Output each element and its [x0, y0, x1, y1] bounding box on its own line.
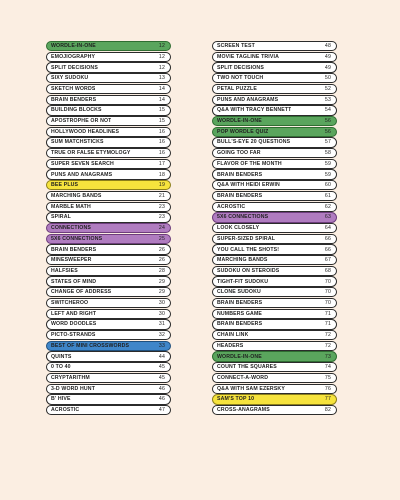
toc-entry: [212, 362, 337, 372]
toc-entry: [46, 84, 171, 94]
toc-entry-page: 49: [324, 64, 331, 71]
toc-entry-title: ACROSTIC: [51, 407, 80, 414]
toc-entry-title: MARBLE MATH: [51, 203, 91, 210]
toc-entry-title: BULL'S-EYE 20 QUESTIONS: [217, 139, 291, 146]
toc-entry-title: POP WORDLE QUIZ: [217, 128, 269, 135]
toc-entry: [212, 266, 337, 276]
toc-entry-title: WORD DOODLES: [51, 321, 97, 328]
toc-entry-title: Q&A WITH HEIDI ERWIN: [217, 182, 280, 189]
toc-entry-page: 12: [158, 64, 165, 71]
toc-entry-page: 33: [158, 342, 165, 349]
toc-entry-title: BRAIN BENDERS: [51, 246, 97, 253]
toc-entry: [212, 330, 337, 340]
toc-entry-page: 15: [158, 107, 165, 114]
toc-entry-title: GOING TOO FAR: [217, 150, 261, 157]
toc-entry: [212, 319, 337, 329]
toc-entry-title: BRAIN BENDERS: [51, 96, 97, 103]
toc-entry: [46, 127, 171, 137]
toc-entry-title: 3-D WORD HUNT: [51, 385, 96, 392]
toc-entry-page: 75: [324, 374, 331, 381]
toc-entry-page: 54: [324, 107, 331, 114]
toc-entry-title: SWITCHEROO: [51, 300, 89, 307]
toc-left-column: [46, 41, 171, 416]
toc-entry: [46, 159, 171, 169]
toc-entry-title: CHAIN LINK: [217, 332, 249, 339]
toc-entry-title: Q&A WITH TRACY BENNETT: [217, 107, 292, 114]
toc-entry-page: 60: [324, 182, 331, 189]
toc-entry-page: 12: [158, 43, 165, 50]
toc-entry-page: 32: [158, 332, 165, 339]
toc-entry-title: SCREEN TEST: [217, 43, 255, 50]
toc-entry: [212, 309, 337, 319]
toc-entry-page: 21: [158, 192, 165, 199]
toc-entry-page: 28: [158, 267, 165, 274]
toc-entry-page: 26: [158, 246, 165, 253]
toc-entry: [212, 137, 337, 147]
toc-entry-page: 66: [324, 246, 331, 253]
toc-entry-title: MARCHING BANDS: [51, 192, 102, 199]
toc-entry: [46, 41, 171, 51]
toc-entry-page: 72: [324, 342, 331, 349]
toc-entry-title: EMOJIOGRAPHY: [51, 53, 96, 60]
toc-entry-title: COUNT THE SQUARES: [217, 364, 277, 371]
toc-entry: [212, 73, 337, 83]
toc-entry-title: MARCHING BANDS: [217, 257, 268, 264]
toc-entry-page: 14: [158, 96, 165, 103]
toc-entry-page: 48: [324, 43, 331, 50]
toc-entry-title: 5X6 CONNECTIONS: [217, 214, 269, 221]
toc-entry-page: 30: [158, 310, 165, 317]
toc-entry-title: SUM MATCHSTICKS: [51, 139, 104, 146]
toc-entry-page: 45: [158, 364, 165, 371]
toc-entry-page: 62: [324, 203, 331, 210]
toc-entry: [46, 405, 171, 415]
toc-entry-page: 13: [158, 75, 165, 82]
toc-entry-page: 25: [158, 235, 165, 242]
toc-entry: [46, 341, 171, 351]
toc-entry: [212, 52, 337, 62]
toc-entry-page: 77: [324, 396, 331, 403]
toc-entry: [212, 116, 337, 126]
toc-entry: [46, 223, 171, 233]
toc-entry: [212, 62, 337, 72]
toc-entry-title: CLONE SUDOKU: [217, 289, 261, 296]
toc-entry-title: SPLIT DECISIONS: [51, 64, 98, 71]
toc-entry-title: CROSS-ANAGRAMS: [217, 407, 270, 414]
toc-entry-page: 58: [324, 150, 331, 157]
toc-entry-page: 17: [158, 160, 165, 167]
toc-entry-page: 19: [158, 182, 165, 189]
toc-entry: [46, 169, 171, 179]
toc-entry-title: MOVIE TAGLINE TRIVIA: [217, 53, 279, 60]
toc-entry: [46, 212, 171, 222]
toc-entry: [46, 202, 171, 212]
toc-right-column: [212, 41, 337, 416]
toc-entry: [46, 351, 171, 361]
toc-entry-title: WORDLE-IN-ONE: [51, 43, 96, 50]
toc-entry-title: Q&A WITH SAM EZERSKY: [217, 385, 285, 392]
toc-entry-title: HOLLYWOOD HEADLINES: [51, 128, 120, 135]
toc-entry: [46, 266, 171, 276]
toc-entry-page: 73: [324, 353, 331, 360]
toc-entry-page: 45: [158, 374, 165, 381]
toc-entry-title: PICTO-STRANDS: [51, 332, 96, 339]
toc-entry: [212, 127, 337, 137]
toc-entry-title: CRYPTARITHM: [51, 374, 90, 381]
toc-entry: [46, 244, 171, 254]
toc-entry-page: 64: [324, 225, 331, 232]
toc-entry: [46, 394, 171, 404]
toc-entry-title: WORDLE-IN-ONE: [217, 118, 262, 125]
toc-entry: [46, 148, 171, 158]
toc-entry-title: TRUE OR FALSE ETYMOLOGY: [51, 150, 131, 157]
toc-entry-page: 31: [158, 321, 165, 328]
toc-entry-title: PETAL PUZZLE: [217, 85, 257, 92]
toc-entry-page: 63: [324, 214, 331, 221]
toc-entry-title: BRAIN BENDERS: [217, 171, 263, 178]
toc-entry: [212, 405, 337, 415]
toc-entry: [212, 202, 337, 212]
toc-entry-title: B' HIVE: [51, 396, 71, 403]
toc-entry-title: SPIRAL: [51, 214, 71, 221]
toc-entry-title: STATES OF MIND: [51, 278, 97, 285]
toc-entry-page: 71: [324, 321, 331, 328]
toc-entry: [46, 276, 171, 286]
toc-entry-title: CONNECT-A-WORD: [217, 374, 269, 381]
toc-entry-page: 16: [158, 128, 165, 135]
toc-entry-title: APOSTROPHE OR NOT: [51, 118, 112, 125]
toc-entry: [212, 169, 337, 179]
toc-entry-page: 18: [158, 171, 165, 178]
toc-entry-page: 46: [158, 396, 165, 403]
toc-entry: [212, 298, 337, 308]
toc-entry-page: 49: [324, 53, 331, 60]
toc-entry-title: TWO NOT TOUCH: [217, 75, 264, 82]
toc-entry: [212, 384, 337, 394]
toc-entry: [212, 105, 337, 115]
toc-entry-title: PUNS AND ANAGRAMS: [217, 96, 279, 103]
toc-entry-title: CONNECTIONS: [51, 225, 91, 232]
toc-entry-title: BRAIN BENDERS: [217, 300, 263, 307]
toc-entry: [46, 105, 171, 115]
toc-entry-page: 29: [158, 289, 165, 296]
toc-entry-title: HALFSIES: [51, 267, 78, 274]
toc-entry-title: BRAIN BENDERS: [217, 192, 263, 199]
toc-entry-title: BRAIN BENDERS: [217, 321, 263, 328]
toc-entry: [46, 191, 171, 201]
toc-entry-title: PUNS AND ANAGRAMS: [51, 171, 113, 178]
toc-entry-page: 52: [324, 85, 331, 92]
toc-entry-page: 50: [324, 75, 331, 82]
toc-entry-page: 23: [158, 203, 165, 210]
toc-entry-page: 46: [158, 385, 165, 392]
toc-entry: [212, 212, 337, 222]
toc-entry: [46, 137, 171, 147]
toc-entry-page: 44: [158, 353, 165, 360]
toc-entry: [46, 234, 171, 244]
toc-entry-title: LEFT AND RIGHT: [51, 310, 97, 317]
toc-entry-title: 5X6 CONNECTIONS: [51, 235, 103, 242]
toc-entry-page: 56: [324, 118, 331, 125]
toc-entry: [212, 394, 337, 404]
toc-entry-title: 0 TO 40: [51, 364, 71, 371]
toc-entry-page: 82: [324, 407, 331, 414]
toc-entry: [212, 95, 337, 105]
toc-entry: [46, 319, 171, 329]
toc-entry: [46, 373, 171, 383]
toc-entry: [212, 276, 337, 286]
toc-entry: [212, 223, 337, 233]
toc-entry-page: 26: [158, 257, 165, 264]
toc-entry-page: 72: [324, 332, 331, 339]
toc-entry: [212, 148, 337, 158]
toc-entry: [46, 95, 171, 105]
toc-entry-page: 23: [158, 214, 165, 221]
toc-entry-title: SUDOKU ON STEROIDS: [217, 267, 280, 274]
toc-entry: [46, 116, 171, 126]
toc-entry: [212, 84, 337, 94]
toc-entry: [46, 52, 171, 62]
toc-entry-title: TIGHT-FIT SUDOKU: [217, 278, 269, 285]
toc-entry-title: WORDLE-IN-ONE: [217, 353, 262, 360]
toc-entry: [212, 234, 337, 244]
toc-entry-page: 16: [158, 150, 165, 157]
toc-entry: [212, 341, 337, 351]
toc-entry-page: 15: [158, 118, 165, 125]
toc-entry: [212, 41, 337, 51]
toc-entry: [212, 159, 337, 169]
toc-entry-title: SAM'S TOP 10: [217, 396, 255, 403]
toc-entry-title: HEADERS: [217, 342, 244, 349]
toc-entry: [46, 362, 171, 372]
toc-entry: [46, 287, 171, 297]
toc-entry-page: 53: [324, 96, 331, 103]
toc-entry-title: BEE PLUS: [51, 182, 79, 189]
toc-entry-page: 59: [324, 160, 331, 167]
toc-entry-page: 67: [324, 257, 331, 264]
toc-entry: [46, 180, 171, 190]
toc-entry-title: ACROSTIC: [217, 203, 246, 210]
toc-entry-page: 24: [158, 225, 165, 232]
toc-entry: [46, 330, 171, 340]
toc-entry-page: 68: [324, 267, 331, 274]
toc-entry-title: MINESWEEPER: [51, 257, 92, 264]
toc-entry-page: 66: [324, 235, 331, 242]
toc-entry: [212, 255, 337, 265]
toc-entry: [212, 351, 337, 361]
toc-entry-page: 29: [158, 278, 165, 285]
toc-entry-title: QUINTS: [51, 353, 72, 360]
toc-entry-title: LOOK CLOSELY: [217, 225, 260, 232]
toc-entry: [212, 191, 337, 201]
toc-entry-title: YOU CALL THE SHOTS!: [217, 246, 280, 253]
toc-entry: [46, 298, 171, 308]
toc-entry-page: 12: [158, 53, 165, 60]
toc-entry-page: 71: [324, 310, 331, 317]
toc-entry-title: SKETCH WORDS: [51, 85, 96, 92]
toc-entry-page: 56: [324, 128, 331, 135]
toc-entry: [212, 180, 337, 190]
toc-entry-title: SPLIT DECISIONS: [217, 64, 264, 71]
toc-entry-title: SUPER SEVEN SEARCH: [51, 160, 114, 167]
toc-entry-title: BUILDING BLOCKS: [51, 107, 102, 114]
toc-entry: [212, 287, 337, 297]
toc-entry-page: 70: [324, 300, 331, 307]
toc-entry: [46, 384, 171, 394]
toc-entry-page: 47: [158, 407, 165, 414]
toc-entry-page: 59: [324, 171, 331, 178]
toc-entry: [46, 255, 171, 265]
toc-entry-page: 14: [158, 85, 165, 92]
toc-entry-page: 70: [324, 278, 331, 285]
toc-entry-page: 76: [324, 385, 331, 392]
toc-entry-page: 30: [158, 300, 165, 307]
toc-entry-page: 57: [324, 139, 331, 146]
toc-entry-page: 16: [158, 139, 165, 146]
toc-entry-page: 61: [324, 192, 331, 199]
toc-entry: [212, 244, 337, 254]
toc-entry: [46, 309, 171, 319]
toc-entry-title: BEST OF MINI CROSSWORDS: [51, 342, 130, 349]
toc-entry: [46, 73, 171, 83]
toc-entry-title: NUMBERS GAME: [217, 310, 263, 317]
toc-entry-page: 74: [324, 364, 331, 371]
toc-entry-title: FLAVOR OF THE MONTH: [217, 160, 282, 167]
toc-entry: [212, 373, 337, 383]
toc-entry-title: SIXY SUDOKU: [51, 75, 89, 82]
toc-entry-title: CHANGE OF ADDRESS: [51, 289, 112, 296]
toc-entry-page: 70: [324, 289, 331, 296]
toc-entry-title: SUPER-SIZED SPIRAL: [217, 235, 276, 242]
toc-entry: [46, 62, 171, 72]
